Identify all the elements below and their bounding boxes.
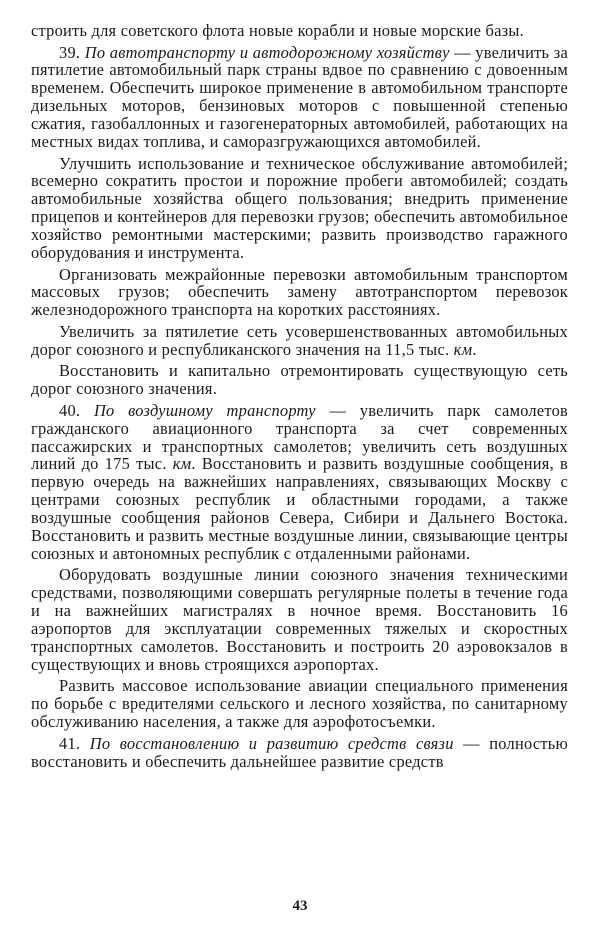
section-heading: По воздушному транспорту <box>93 400 316 420</box>
section-heading: По восстановлению и развитию средств связи <box>89 733 454 753</box>
paragraph-road-repair: Восстановить и капитально отремонтировать существующую сеть дорог союзного значения. <box>31 361 568 399</box>
paragraph-40-air-transport: 40. По воздушному транспорту — увеличить парк самолетов гражданского авиационного транспорта за счет современных пассажирских и транспортных самолетов; увеличить сеть воздушных линий до 175 тыс. км. Восстановить и развить воздушные сообщения, в первую очередь на важнейших направлениях, связывающих Москву с центрами союзных республик и областными городами, а также воздушные сообщения районов Севера, Сибири и Дальнего Востока. Восстановить и развить местные воздушные линии, связывающие центры союзных и автономных республик с отдаленными районами. <box>31 400 569 563</box>
paragraph-special-aviation: Развить массовое использование авиации специального применения по борьбе с вредителями сельского и лесного хозяйства, по санитарному обслуживанию населения, а также для аэрофотосъемки. <box>31 676 568 732</box>
section-number: 41. <box>59 733 90 753</box>
section-heading: По автотранспорту и автодорожному хозяйству <box>84 42 450 62</box>
paragraph-interregional-transport: Организовать межрайонные перевозки автомобильным транспортом массовых грузов; обеспечить замену автотранспортом перевозок железнодорожного транспорта на коротких расстояниях. <box>31 264 568 320</box>
paragraph-air-equipment: Оборудовать воздушные линии союзного значения техническими средствами, позволяющими совершать регулярные полеты в течение года и на важнейших магистралях в ночное время. Восстановить 16 аэропортов для эксплуатации современных тяжелых и скоростных транспортных самолетов. Восстановить и построить 20 аэровокзалов в существующих и вновь строящихся аэропортах. <box>31 565 568 674</box>
book-page-text <box>31 22 568 774</box>
section-number: 40. <box>59 400 94 420</box>
paragraph-road-network: Увеличить за пятилетие сеть усовершенствованных автомобильных дорог союзного и республиканского значения на 11,5 тыс. км. <box>31 321 568 359</box>
page-number: 43 <box>292 898 308 914</box>
paragraph-39-auto-transport: 39. По автотранспорту и автодорожному хозяйству — увеличить за пятилетие автомобильный парк страны вдвое по сравнению с довоенным временем. Обеспечить широкое применение в автомобильном транспорте дизельных моторов, бензиновых моторов с повышенной степенью сжатия, газобаллонных и газогенераторных автомобилей, работающих на местных видах топлива, и саморазгружающихся автомобилей. <box>31 42 568 152</box>
section-number: 39. <box>59 42 85 62</box>
paragraph-continued-fleet: строить для советского флота новые корабли и новые морские базы. <box>31 21 524 40</box>
paragraph-41-communications: 41. По восстановлению и развитию средств связи — полностью восстановить и обеспечить дальнейшее развитие средств <box>31 733 568 771</box>
paragraph-vehicle-maintenance: Улучшить использование и техническое обслуживание автомобилей; всемерно сократить простои и порожние пробеги автомобилей; создать автомобильные хозяйства общего пользования; внедрить применение прицепов и контейнеров для перевозки грузов; обеспечить автомобильное хозяйство ремонтными мастерскими; развить производство гаражного оборудования и инструмента. <box>31 153 568 263</box>
